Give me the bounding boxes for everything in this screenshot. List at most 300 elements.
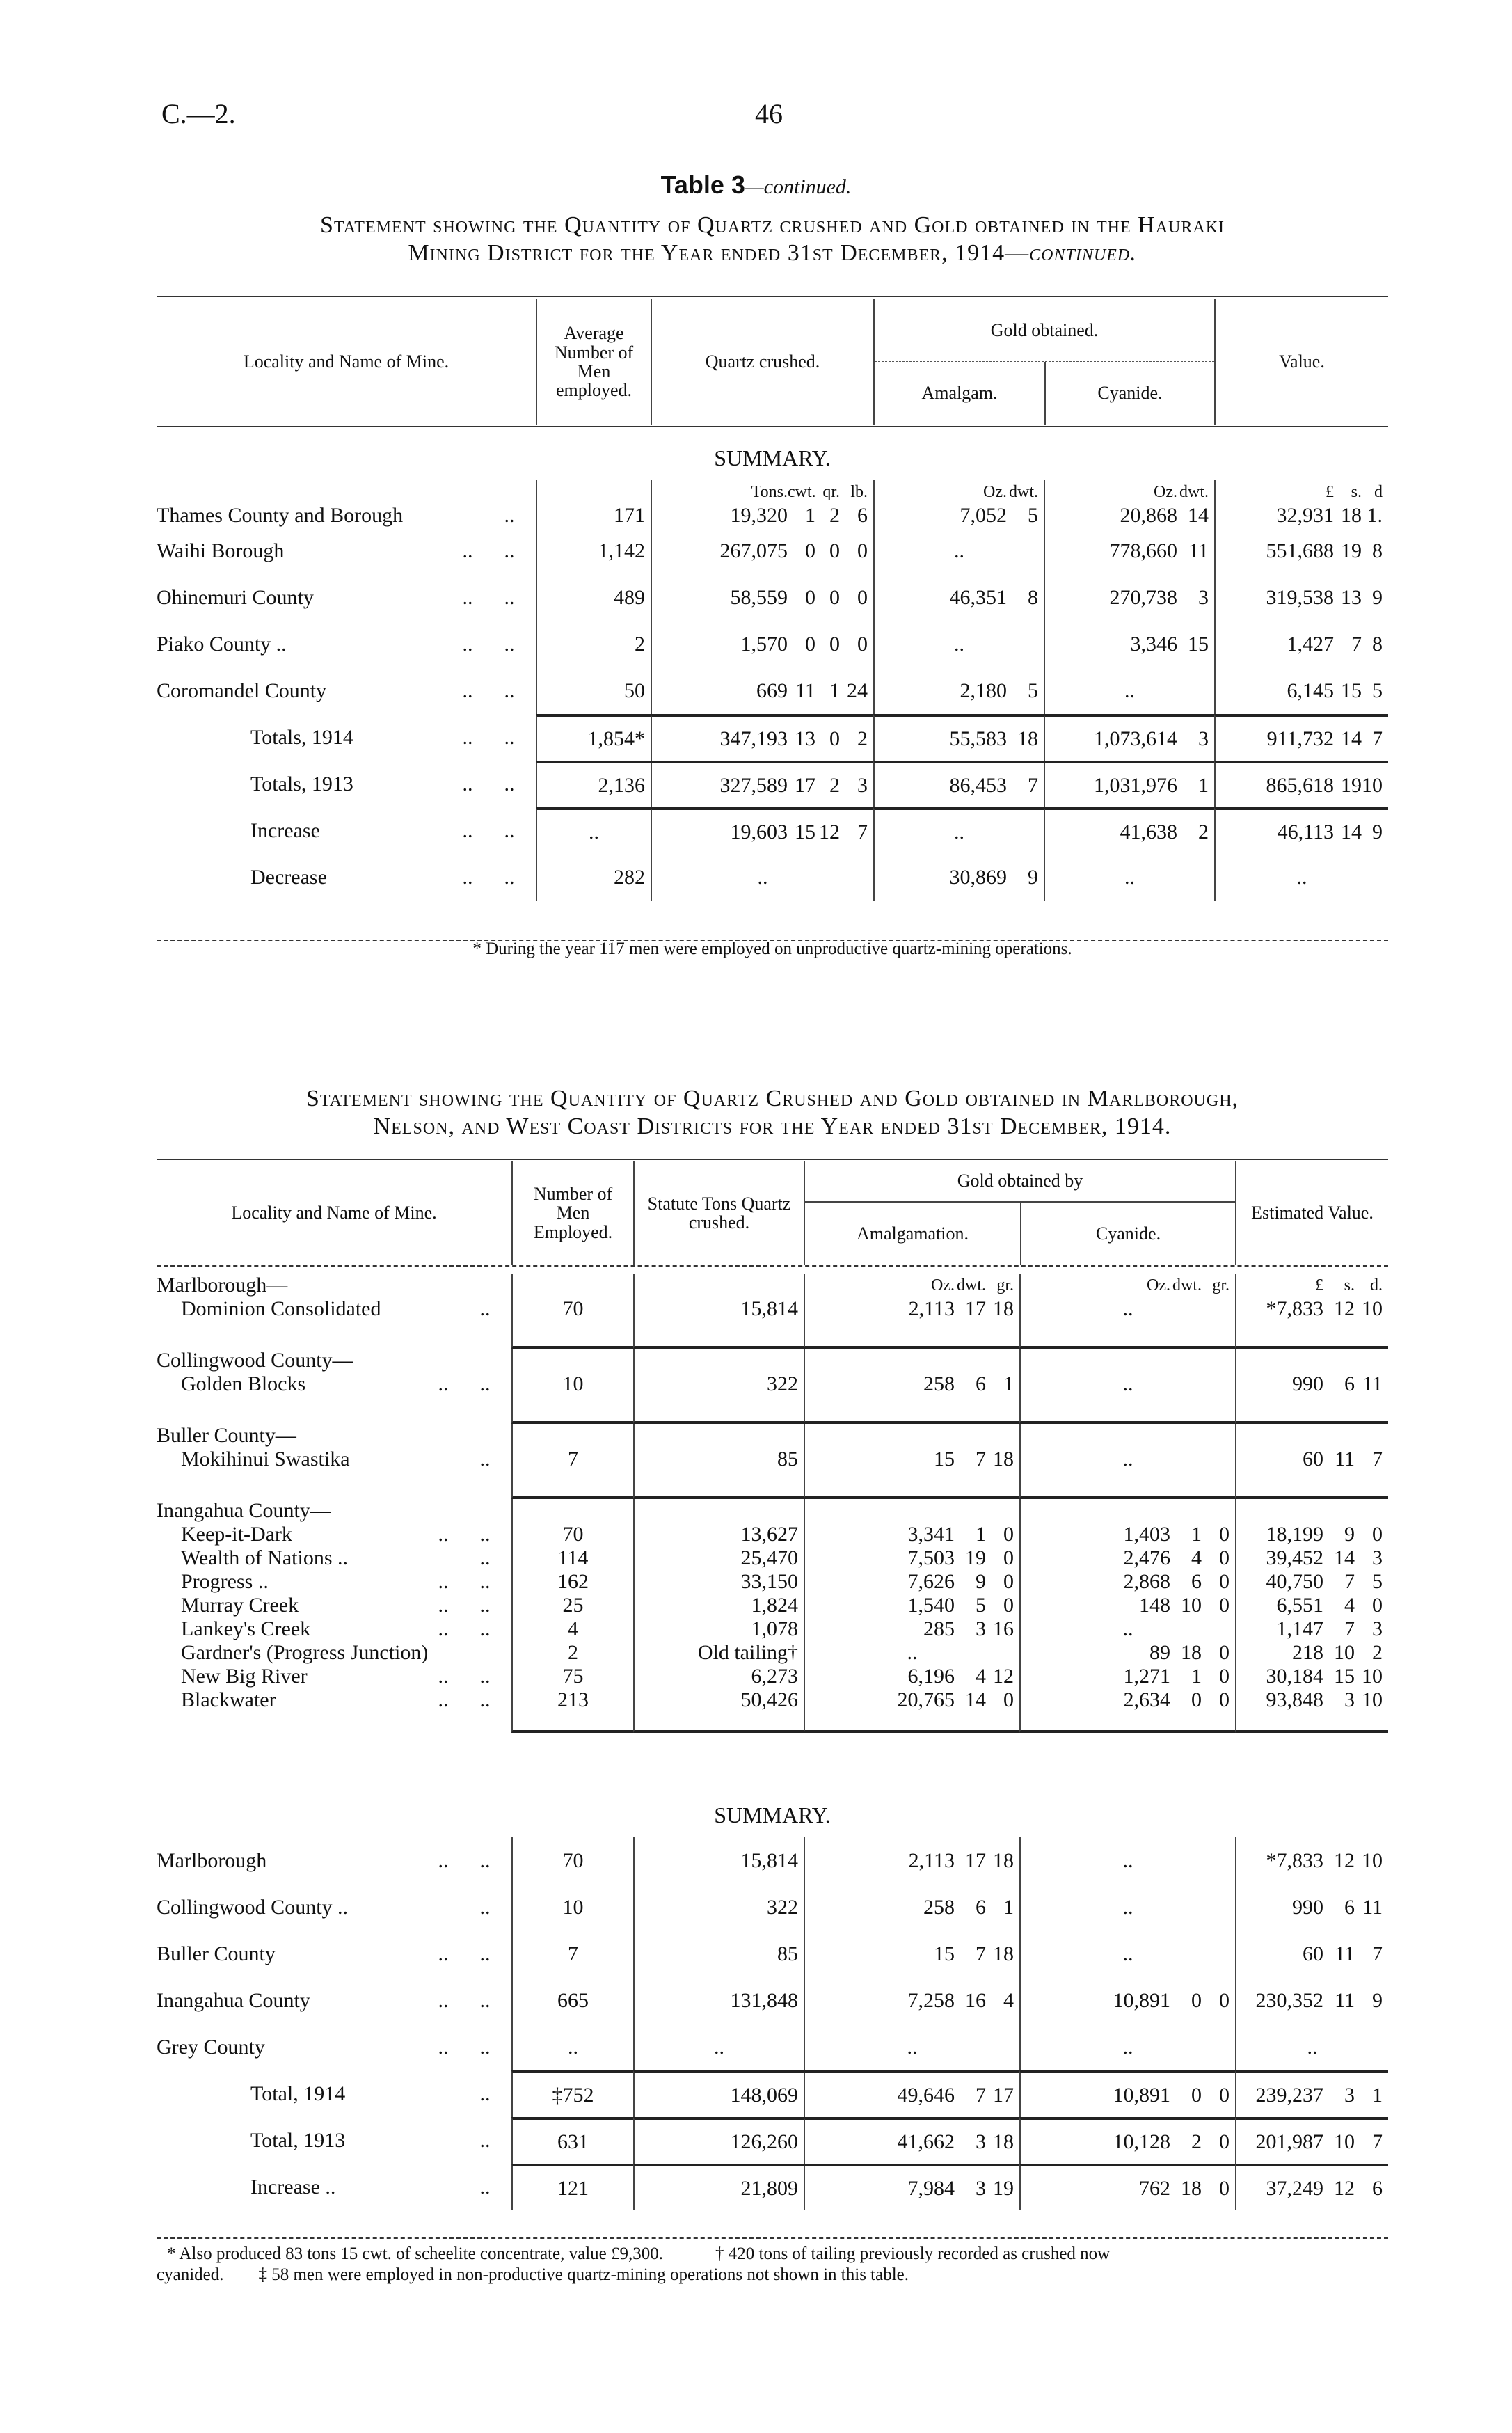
cell-value: 2 [568,1641,578,1664]
row-label-text: Total, 1913 [250,2128,346,2152]
cell-part: 10 [1362,1848,1383,1872]
cell-value: 282 [614,865,645,889]
cell-part: 24 [847,679,868,702]
cell-part: 7,258 [907,1988,955,2012]
leader-dots: .. [479,1988,491,2012]
gold-cyanide [1019,1977,1235,2024]
cell-value: .. [589,820,599,843]
cell-value: 70 [562,1848,584,1872]
cell-part: 865,618 [1266,773,1334,797]
men-count [511,1297,633,1321]
cell-part: 1 [1191,1665,1202,1688]
cell-part: 1,031,976 [1094,773,1177,797]
gold-cyanide [1019,1546,1235,1570]
gold-amalgamation [804,1665,1019,1688]
cell-part: 270,738 [1109,585,1177,609]
tons-crushed [633,1594,804,1617]
cell-part: 19 [1341,773,1362,797]
cell-value: 1,078 [751,1617,798,1640]
row-label [157,2024,511,2070]
row-label [157,2164,511,2210]
units-amalgam [873,480,1044,504]
cell [804,1499,1019,1523]
gold-amalgam [873,504,1044,528]
cell-part: 1 [1191,1523,1202,1546]
cell-part: 6,196 [907,1665,955,1688]
cell-part: 0 [1219,2130,1230,2153]
cell-value: 2,136 [598,773,645,797]
cell-part: 2,868 [1123,1570,1170,1593]
table-end [1019,1712,1235,1733]
leader-dots: .. [462,585,473,609]
cell-part: £ [1315,1276,1323,1294]
cell-value: 1,854* [587,727,645,750]
men-count [511,1837,633,1884]
table2-summary [157,1837,1388,2210]
cell-part: 18 [993,1297,1014,1320]
cell-part: 0 [829,632,840,656]
section-gap [511,1471,633,1499]
leader-dots: .. [462,725,473,749]
header-locality: Locality and Name of Mine. [243,351,449,372]
cell-part: 3 [1344,2083,1355,2107]
row-label-text: Total, 1914 [250,2082,346,2105]
cell-part: 1. [1367,504,1383,527]
cell-part: 60 [1303,1448,1323,1471]
row-label [157,1641,511,1665]
leader-dots: .. [479,2175,491,2198]
tons-crushed [633,2117,804,2164]
row-label [157,1688,511,1712]
men-count [536,761,651,807]
men-count [511,1448,633,1471]
gold-amalgamation [804,1523,1019,1546]
cell-value: .. [1122,1895,1133,1919]
cell-part: £ [1326,482,1334,501]
cell-value: 1,824 [751,1594,798,1617]
table1-header [157,299,1388,425]
men-count [511,1688,633,1712]
estimated-value [1235,2164,1388,2210]
cell-part: 7,503 [907,1546,955,1569]
cell-part: 10,128 [1113,2130,1170,2153]
cell-part: 0 [829,727,840,750]
cell-value: 171 [614,504,645,527]
cell-part: 30,869 [949,865,1007,889]
gold-amalgam [873,807,1044,854]
gold-amalgamation [804,2024,1019,2070]
leader-dots: .. [479,1617,491,1640]
leader-dots: .. [462,679,473,702]
cell-value: .. [757,865,768,889]
cell-value: 1,142 [598,539,645,562]
cell-value: .. [1122,1617,1133,1640]
cell-part: 7 [1028,773,1038,797]
gold-cyanide [1019,1641,1235,1665]
leader-dots: .. [479,1942,491,1965]
header-value: Estimated Value. [1235,1161,1388,1265]
cell-part: 58,559 [730,585,788,609]
cell [1235,1424,1388,1448]
header-gold-group [804,1161,1235,1265]
men-count [511,1372,633,1396]
cell [633,1274,804,1297]
leader-dots: .. [479,1297,491,1320]
section-gap [1019,1396,1235,1424]
cell-part: 13 [795,727,815,750]
cell-part: 13 [1341,585,1362,609]
cell-part: 7 [857,820,868,843]
cell-part: 0 [857,632,868,656]
estimated-value [1235,1372,1388,1396]
cell-part: 17 [965,1297,986,1320]
estimated-value [1235,2117,1388,2164]
cell-part: 1 [805,504,815,527]
gold-amalgamation [804,1931,1019,1977]
title1-continued: continued. [1029,240,1137,266]
cell-part: 15 [934,1942,955,1965]
cell-part: 7 [976,1942,986,1965]
tons-crushed [633,1884,804,1931]
cell-part: 14 [1188,504,1209,527]
quartz-crushed [651,807,873,854]
leader-dots: .. [438,1942,449,1965]
cell-part: 1,073,614 [1094,727,1177,750]
cell-part: 7,984 [907,2176,955,2200]
estimated-value [1235,1523,1388,1546]
cell-part: dwt. [957,1276,986,1294]
cell-part: 9 [1372,585,1383,609]
cell-part: 4 [1344,1594,1355,1617]
cell-part: 12 [1334,2176,1355,2200]
cell-part: 0 [1191,1688,1202,1711]
units-quartz [651,480,873,504]
section-gap [157,1396,511,1424]
cell-part: dwt. [1009,482,1038,501]
cell-part: dwt. [1179,482,1209,501]
cell-part: 89 [1149,1641,1170,1664]
gold-cyanide [1044,667,1214,714]
cell-part: 11 [1188,539,1209,562]
cell-part: 2 [829,773,840,797]
section-gap [157,1471,511,1499]
cell-part: 1,147 [1276,1617,1323,1640]
leader-dots: .. [479,1570,491,1593]
section-gap [1235,1471,1388,1499]
cell-part: 267,075 [719,539,788,562]
cell-part: 6,551 [1276,1594,1323,1617]
gold-cyanide [1019,1665,1235,1688]
cell-part: 3 [1372,1617,1383,1640]
cell [511,1424,633,1448]
cell-part: 60 [1303,1942,1323,1965]
estimated-value [1235,1297,1388,1321]
cell-value: .. [1124,679,1135,702]
value [1214,854,1388,901]
cell-part: 18 [1341,504,1362,527]
cell-part: 0 [1003,1594,1014,1617]
cell-part: 3 [1198,727,1209,750]
cell-part: 10 [1362,1297,1383,1320]
estimated-value [1235,2024,1388,2070]
men-count [511,1931,633,1977]
cell-part: 7 [1351,632,1362,656]
cell-part: 0 [1219,1641,1230,1664]
cell-part: 11 [1362,1895,1383,1919]
cell-part: 18 [993,1848,1014,1872]
cell-part: 11 [1335,1988,1355,2012]
row-label [157,528,536,574]
header-gold-group [873,299,1214,425]
estimated-value [1235,1665,1388,1688]
cell-part: 30,184 [1266,1665,1323,1688]
cell-part: gr. [996,1276,1014,1294]
leader-dots: .. [479,2082,491,2105]
tons-crushed [633,2024,804,2070]
cell-part: Oz. [983,482,1007,501]
cell-part: 2 [857,727,868,750]
men-count [511,1594,633,1617]
cell-part: d. [1370,1276,1383,1294]
gold-cyanide [1044,714,1214,761]
leader-dots: .. [462,865,473,889]
cell-value: 21,809 [740,2176,798,2200]
cell-part: 14 [1341,820,1362,843]
estimated-value [1235,2070,1388,2117]
men-count [536,528,651,574]
cell-part: 3 [976,2176,986,2200]
cell [633,1424,804,1448]
estimated-value [1235,1837,1388,1884]
cell-part: 4 [1191,1546,1202,1569]
cell-part: 2,113 [908,1297,955,1320]
cell [1019,1424,1235,1448]
row-label-text: New Big River [181,1665,308,1688]
table-end [804,1712,1019,1733]
cell-part: 5 [1028,679,1038,702]
cell-part: 218 [1292,1641,1323,1664]
cell-value: 13,627 [740,1523,798,1546]
table2-body [157,1274,1388,1733]
table-end [1235,1712,1388,1733]
leader-dots: .. [504,539,515,562]
row-label [157,1665,511,1688]
cell-value: .. [568,2035,578,2059]
gold-cyanide [1019,1523,1235,1546]
cell-value: 148,069 [730,2083,798,2107]
row-label-text: Collingwood County .. [157,1895,349,1919]
cell-value: .. [1122,2035,1133,2059]
cell-part: 0 [1003,1570,1014,1593]
cell-part: *7,833 [1266,1848,1323,1872]
men-count [536,667,651,714]
cell [1235,1499,1388,1523]
tons-crushed [633,2070,804,2117]
cell-value: .. [1122,1297,1133,1320]
cell-part: 0 [805,632,815,656]
estimated-value [1235,1688,1388,1712]
cell-part: d [1374,482,1383,501]
cell-part: 0 [1219,1546,1230,1569]
units-amalg [804,1274,1019,1297]
row-label [157,761,536,807]
section-gap [633,1321,804,1349]
cell-value: 7 [568,1448,578,1471]
gold-amalgam [873,621,1044,667]
tons-crushed [633,1641,804,1665]
value [1214,807,1388,854]
cell-part: 7 [1344,1617,1355,1640]
cell-part: 19 [993,2176,1014,2200]
cell-part: 0 [1219,2083,1230,2107]
tons-crushed [633,1523,804,1546]
leader-dots: .. [504,585,515,609]
cell-part: 8 [1028,585,1038,609]
gold-cyanide [1019,2117,1235,2164]
men-count [536,574,651,621]
row-label [157,2070,511,2117]
cell-part: 347,193 [719,727,788,750]
row-label-text: Decrease [250,865,327,889]
cell-part: 20,765 [897,1688,955,1711]
cell-value: 126,260 [730,2130,798,2153]
cell-part: 3,341 [907,1523,955,1546]
cell-part: 669 [756,679,788,702]
cell-part: 0 [1219,1988,1230,2012]
cell-part: 19,320 [730,504,788,527]
men-count [511,1523,633,1546]
cell-part: 18 [993,1448,1014,1471]
cell-value: .. [1296,865,1307,889]
row-label [157,1977,511,2024]
leader-dots: .. [504,504,515,527]
cell-part: 14 [965,1688,986,1711]
gold-amalgamation [804,1546,1019,1570]
row-label [157,1546,511,1570]
cell-value: 25,470 [740,1546,798,1569]
row-label [157,1837,511,1884]
cell-part: 9 [1372,1988,1383,2012]
cell-part: 16 [993,1617,1014,1640]
gold-cyanide [1019,1884,1235,1931]
gold-amalgam [873,574,1044,621]
cell-part: Tons. [751,482,788,501]
leader-dots: .. [438,1665,449,1688]
table-end [157,1712,511,1733]
cell-part: 319,538 [1266,585,1334,609]
cell-part: 4 [1003,1988,1014,2012]
cell-part: 1,427 [1287,632,1334,656]
cell-value: 114 [557,1546,589,1569]
header-amalgam: Amalgam. [921,383,998,404]
tons-crushed [633,1372,804,1396]
section-gap [511,1396,633,1424]
gold-amalgamation [804,2164,1019,2210]
gold-amalgam [873,528,1044,574]
cell-part: 39,452 [1266,1546,1323,1569]
cell-value: 322 [767,1895,798,1919]
cell-part: 15 [795,820,815,843]
row-label-text: Totals, 1913 [250,772,353,795]
men-count [511,1884,633,1931]
quartz-crushed [651,714,873,761]
leader-dots: .. [479,1448,491,1471]
cell-value: 665 [557,1988,589,2012]
quartz-crushed [651,574,873,621]
estimated-value [1235,1977,1388,2024]
men-count [511,2117,633,2164]
cell-value: .. [1122,1448,1133,1471]
leader-dots: .. [438,1688,449,1711]
row-label [157,1594,511,1617]
section-gap [804,1471,1019,1499]
cell-value: 85 [777,1448,798,1471]
cell-part: 5 [1372,1570,1383,1593]
cell-part: 201,987 [1255,2130,1323,2153]
value [1214,504,1388,528]
cell-part: 14 [1334,1546,1355,1569]
estimated-value [1235,1931,1388,1977]
row-label-text: Totals, 1914 [250,725,353,749]
title1-line2 [157,240,1388,267]
section-heading: Buller County— [157,1424,296,1447]
row-label-text: Increase .. [250,2175,336,2198]
row-label [157,2117,511,2164]
section-gap [1019,1321,1235,1349]
cell-part: 7 [1372,727,1383,750]
gold-cyanide [1019,1372,1235,1396]
cell-part: 49,646 [897,2083,955,2107]
cell-part: 3 [1372,1546,1383,1569]
title2-line1: Statement showing the Quantity of Quartz Crushed and Gold obtained in Marlborough, [305,1086,1239,1111]
row-label-text: Coromandel County [157,679,327,702]
cell-part: 10,891 [1113,1988,1170,2012]
row-label [157,574,536,621]
cell-part: 11 [1335,1448,1355,1471]
cell-part: 6 [857,504,868,527]
cell-part: 12 [993,1665,1014,1688]
table2-footnote-line2: cyanided. ‡ 58 men were employed in non-productive quartz-mining operations not shown in this table. [157,2265,909,2284]
cell-part: 46,113 [1277,820,1334,843]
value [1214,714,1388,761]
cell-part: 15 [1334,1665,1355,1688]
quartz-crushed [651,621,873,667]
cell-part: 3 [1344,1688,1355,1711]
cell-part: 46,351 [949,585,1007,609]
men-count [511,1665,633,1688]
cell-part: s. [1351,482,1362,501]
men-count [536,854,651,901]
cell-part: 1 [976,1523,986,1546]
gold-cyanide [1044,528,1214,574]
cell-part: 778,660 [1109,539,1177,562]
cell-part: 2,476 [1123,1546,1170,1569]
cell [633,1499,804,1523]
gold-cyanide [1044,621,1214,667]
gold-amalgamation [804,2070,1019,2117]
leader-dots: .. [479,2128,491,2152]
leader-dots: .. [462,632,473,656]
gold-cyanide [1019,1594,1235,1617]
quartz-crushed [651,667,873,714]
leader-dots: .. [479,1665,491,1688]
cell-part: 0 [1003,1523,1014,1546]
cell [511,1499,633,1523]
gold-amalgamation [804,1372,1019,1396]
cell-part: Oz. [1147,1276,1170,1294]
header-cyanide: Cyanide. [1020,1203,1235,1265]
value [1214,667,1388,714]
